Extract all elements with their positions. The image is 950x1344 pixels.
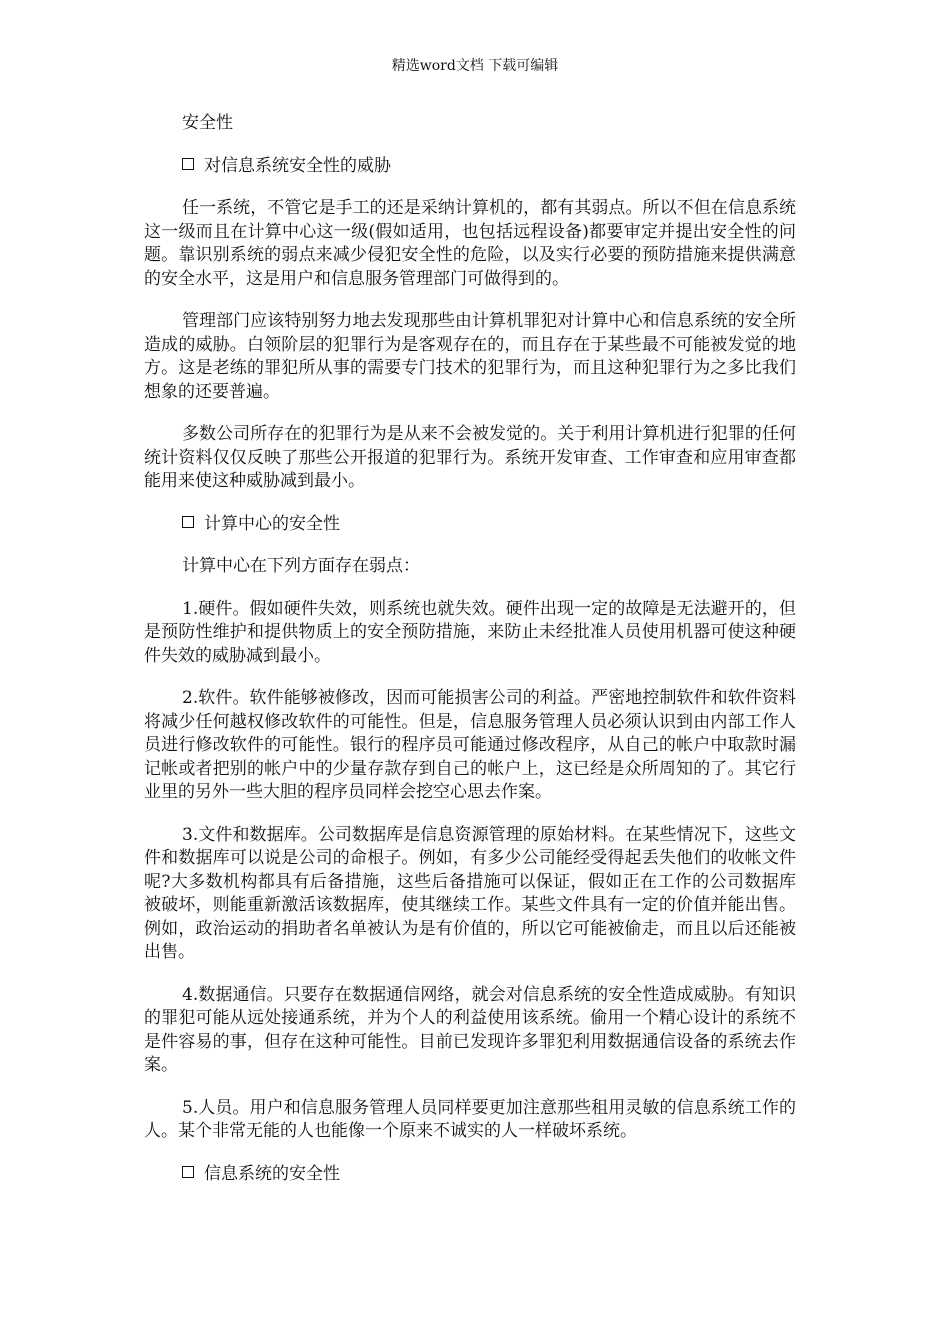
section-heading-text: 对信息系统安全性的威胁 xyxy=(204,155,391,176)
document-title: 安全性 xyxy=(182,113,233,133)
section-heading-text: 信息系统的安全性 xyxy=(204,1163,340,1184)
page-header: 精选word文档 下载可编辑 xyxy=(391,58,559,74)
section-heading-info-system xyxy=(144,1163,796,1187)
section-heading-threats xyxy=(144,155,796,179)
list-item-data-communication: 4.数据通信。只要存在数据通信网络，就会对信息系统的安全性造成威胁。有知识的罪犯可能从远处接通系统，并为个人的利益使用该系统。偷用一个精心设计的系统不是件容易的事，但存在这种可能性。目前已发现许多罪犯利用数据通信设备的系统去作案。 xyxy=(144,984,796,1075)
list-item-software: 2.软件。软件能够被修改，因而可能损害公司的利益。严密地控制软件和软件资料将减少任何越权修改软件的可能性。但是，信息服务管理人员必须认识到由内部工作人员进行修改软件的可能性。银行的程序员可能通过修改程序，从自己的帐户中取款时漏记帐或者把别的帐户中的少量存款存到自己的帐户上，这已经是众所周知的了。其它行业里的另外一些大胆的程序员同样会挖空心思去作案。 xyxy=(144,688,796,802)
document-body xyxy=(144,112,796,1205)
paragraph: 多数公司所存在的犯罪行为是从来不会被发觉的。关于利用计算机进行犯罪的任何统计资料仅仅反映了那些公开报道的犯罪行为。系统开发审查、工作审查和应用审查都能用来使这种威胁减到最小。 xyxy=(144,424,796,491)
list-item-files-databases: 3.文件和数据库。公司数据库是信息资源管理的原始材料。在某些情况下，这些文件和数据库可以说是公司的命根子。例如，有多少公司能经受得起丢失他们的收帐文件呢?大多数机构都具有后备措施，这些后备措施可以保证，假如正在工作的公司数据库被破坏，则能重新激活该数据库，使其继续工作。某些文件具有一定的价值并能出售。例如，政治运动的捐助者名单被认为是有价值的，所以它可能被偷走，而且以后还能被出售。 xyxy=(144,824,796,962)
list-item-hardware: 1.硬件。假如硬件失效，则系统也就失效。硬件出现一定的故障是无法避开的，但是预防性维护和提供物质上的安全预防措施，来防止未经批准人员使用机器可使这种硬件失效的威胁减到最小。 xyxy=(144,598,796,666)
paragraph: 管理部门应该特别努力地去发现那些由计算机罪犯对计算中心和信息系统的安全所造成的威胁。白领阶层的犯罪行为是客观存在的，而且存在于某些最不可能被发觉的地方。这是老练的罪犯所从事的需要专门技术的犯罪行为，而且这种犯罪行为之多比我们想象的还要普遍。 xyxy=(144,311,796,402)
checkbox-bullet-icon xyxy=(182,158,194,170)
list-item-personnel: 5.人员。用户和信息服务管理人员同样要更加注意那些租用灵敏的信息系统工作的人。某个非常无能的人也能像一个原来不诚实的人一样破坏系统。 xyxy=(144,1097,796,1141)
paragraph: 计算中心在下列方面存在弱点： xyxy=(182,556,420,576)
section-heading-text: 计算中心的安全性 xyxy=(204,513,340,534)
checkbox-bullet-icon xyxy=(182,1166,194,1178)
checkbox-bullet-icon xyxy=(182,516,194,528)
section-heading-computing-center xyxy=(144,513,796,537)
paragraph: 任一系统，不管它是手工的还是采纳计算机的，都有其弱点。所以不但在信息系统这一级而且在计算中心这一级(假如适用，也包括远程设备)都要审定并提出安全性的问题。靠识别系统的弱点来减少侵犯安全性的危险，以及实行必要的预防措施来提供满意的安全水平，这是用户和信息服务管理部门可做得到的。 xyxy=(144,198,796,289)
